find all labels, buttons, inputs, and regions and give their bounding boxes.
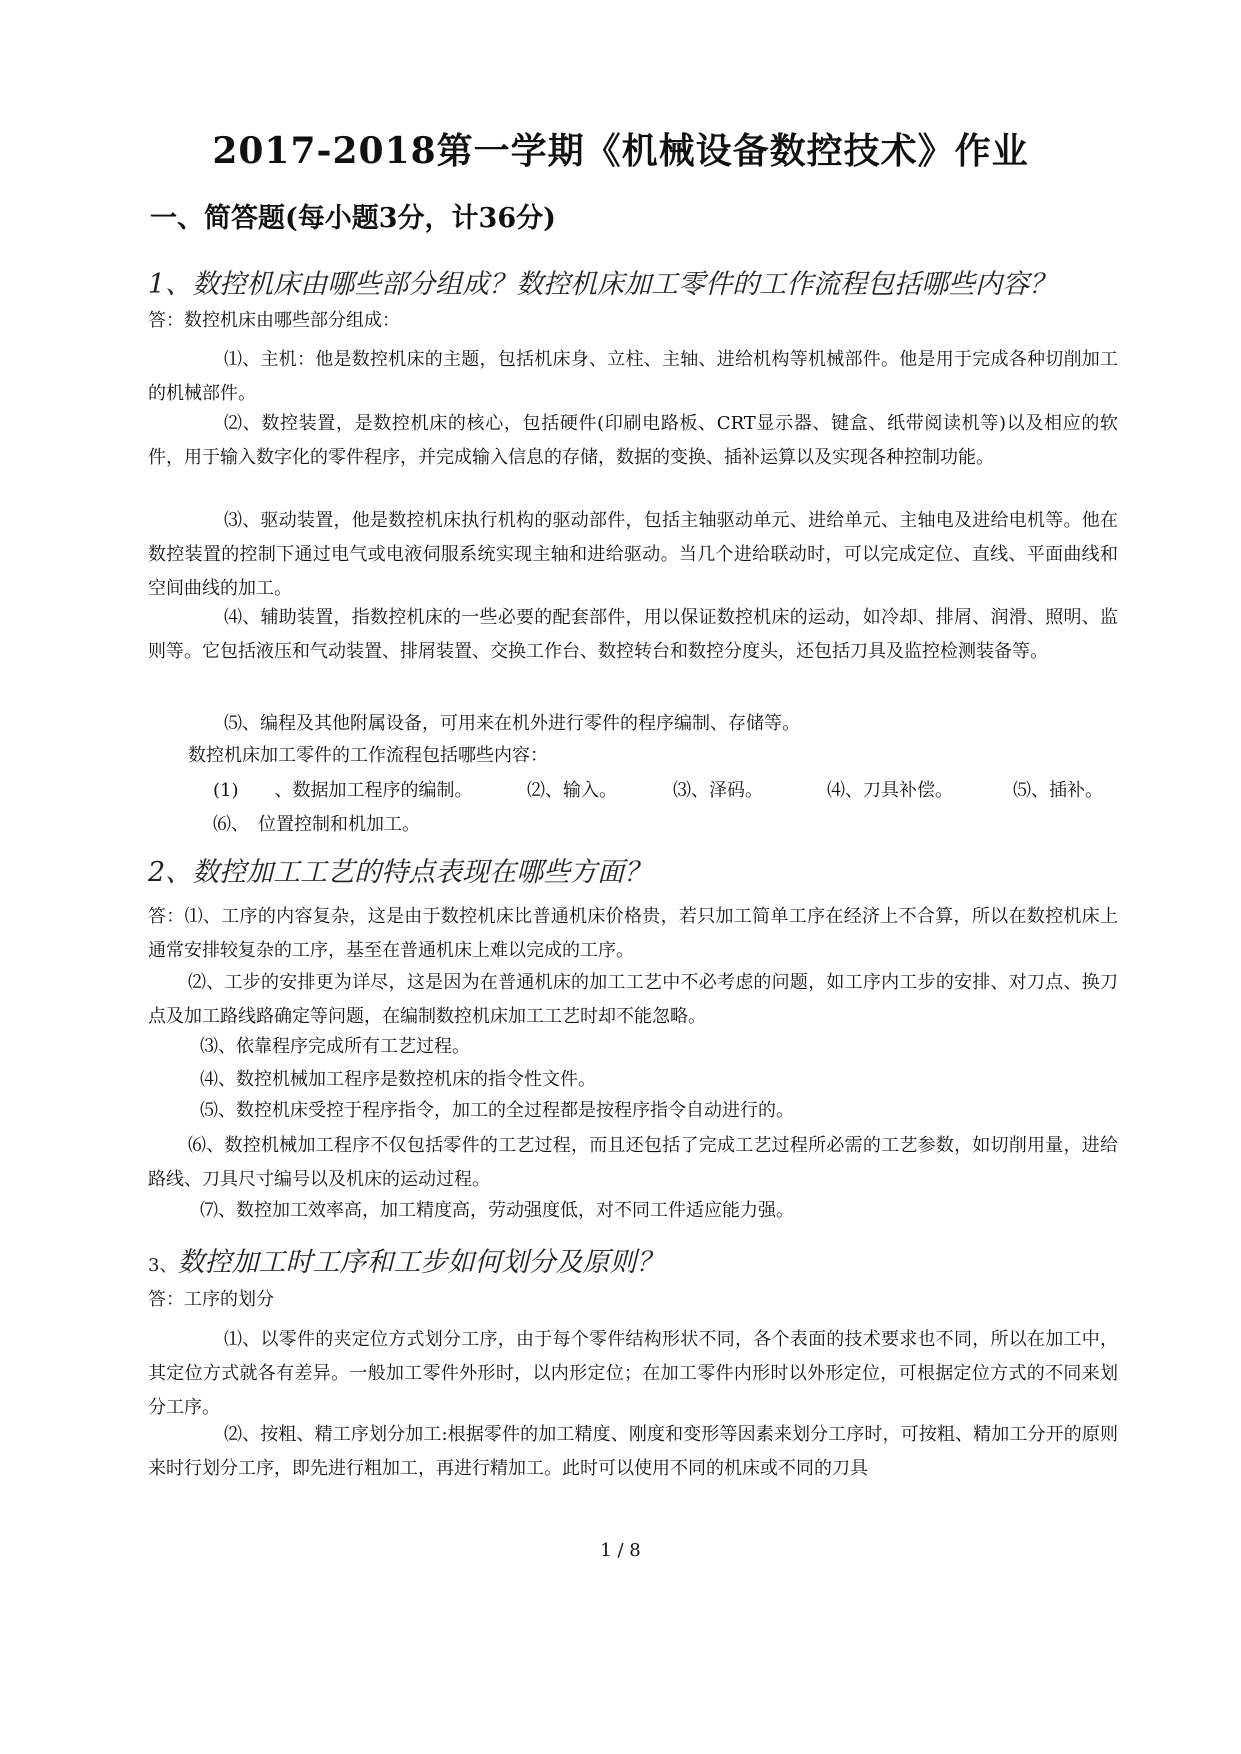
page-number: 1 / 8 bbox=[600, 1540, 641, 1561]
answer-1-item-1: ⑴、主机：他是数控机床的主题，包括机床身、立柱、主轴、进给机构等机械部件。他是用于完成各种切削加工的机械部件。 bbox=[148, 349, 1118, 404]
answer-1-item-5: ⑸、编程及其他附属设备，可用来在机外进行零件的程序编制、存储等。 bbox=[224, 713, 800, 734]
answer-3-intro: 答：工序的划分 bbox=[148, 1289, 274, 1310]
answer-2-item-3: ⑶、依靠程序完成所有工艺过程。 bbox=[200, 1036, 470, 1057]
answer-1-item-3: ⑶、驱动装置，他是数控机床执行机构的驱动部件，包括主轴驱动单元、进给单元、主轴电及进给电机等。他在数控装置的控制下通过电气或电液伺服系统实现主轴和进给驱动。当几个进给联动时，可以完成定位、直线、平面曲线和空间曲线的加工。 bbox=[148, 510, 1118, 599]
answer-2-item-7: ⑺、数控加工效率高，加工精度高，劳动强度低，对不同工件适应能力强。 bbox=[200, 1200, 794, 1221]
answer-1-item-4: ⑷、辅助装置，指数控机床的一些必要的配套部件，用以保证数控机床的运动，如冷却、排屑、润滑、照明、监则等。它包括液压和气动装置、排屑装置、交换工作台、数控转台和数控分度头，还包括刀具及监控检测装备等。 bbox=[148, 607, 1118, 662]
question-3-number: 3、 bbox=[148, 1255, 178, 1276]
workflow-intro: 数控机床加工零件的工作流程包括哪些内容： bbox=[188, 745, 548, 766]
answer-1-intro: 答：数控机床由哪些部分组成： bbox=[148, 310, 400, 331]
answer-2-item-2: ⑵、工步的安排更为详尽，这是因为在普通机床的加工工艺中不必考虑的问题，如工序内工步的安排、对刀点、换刀点及加工路线路确定等问题，在编制数控机床加工工艺时却不能忽略。 bbox=[148, 972, 1118, 1027]
question-2: 2、数控加工工艺的特点表现在哪些方面？ bbox=[148, 857, 652, 888]
workflow-item-3: ⑶、泽码。 bbox=[673, 780, 763, 801]
workflow-item-6: ⑹、 位置控制和机加工。 bbox=[213, 814, 420, 835]
answer-2-item-4: ⑷、数控机械加工程序是数控机床的指令性文件。 bbox=[200, 1069, 596, 1090]
question-1: 1、数控机床由哪些部分组成？数控机床加工零件的工作流程包括哪些内容？ bbox=[148, 269, 1057, 300]
answer-1-item-2: ⑵、数控装置，是数控机床的核心，包括硬件(印刷电路板、CRT显示器、键盒、纸带阅读机等)以及相应的软件，用于输入数字化的零件程序，并完成输入信息的存储，数据的变换、插补运算以及实现各种控制功能。 bbox=[148, 413, 1118, 468]
document-title: 2017-2018第一学期《机械设备数控技术》作业 bbox=[212, 130, 1029, 172]
answer-3-item-2: ⑵、按粗、精工序划分加工:根据零件的加工精度、刚度和变形等因素来划分工序时，可按粗、精加工分开的原则来时行划分工序，即先进行粗加工，再进行精加工。此时可以使用不同的机床或不同的刀具 bbox=[148, 1424, 1118, 1479]
question-3 bbox=[148, 1240, 663, 1279]
answer-3-item-1: ⑴、以零件的夹定位方式划分工序，由于每个零件结构形状不同，各个表面的技术要求也不同，所以在加工中，其定位方式就各有差异。一般加工零件外形时，以内形定位；在加工零件内形时以外形定位，可根据定位方式的不同来划分工序。 bbox=[148, 1329, 1118, 1418]
workflow-item-5: ⑸、插补。 bbox=[1013, 780, 1103, 801]
section-heading: 一、简答题(每小题3分，计36分) bbox=[150, 203, 556, 234]
workflow-item-1: (1) 、数据加工程序的编制。 bbox=[213, 780, 473, 801]
workflow-item-4: ⑷、刀具补偿。 bbox=[827, 780, 953, 801]
answer-2-item-5: ⑸、数控机床受控于程序指令，加工的全过程都是按程序指令自动进行的。 bbox=[200, 1100, 794, 1121]
answer-2-item-1: 答：⑴、工序的内容复杂，这是由于数控机床比普通机床价格贵，若只加工简单工序在经济上不合算，所以在数控机床上通常安排较复杂的工序，基至在普通机床上难以完成的工序。 bbox=[148, 906, 1118, 961]
workflow-item-2: ⑵、输入。 bbox=[527, 780, 617, 801]
question-3-text: 数控加工时工序和工步如何划分及原则？ bbox=[177, 1247, 664, 1278]
answer-2-item-6: ⑹、数控机械加工程序不仅包括零件的工艺过程，而且还包括了完成工艺过程所必需的工艺参数，如切削用量，进给路线、刀具尺寸编号以及机床的运动过程。 bbox=[148, 1135, 1118, 1190]
